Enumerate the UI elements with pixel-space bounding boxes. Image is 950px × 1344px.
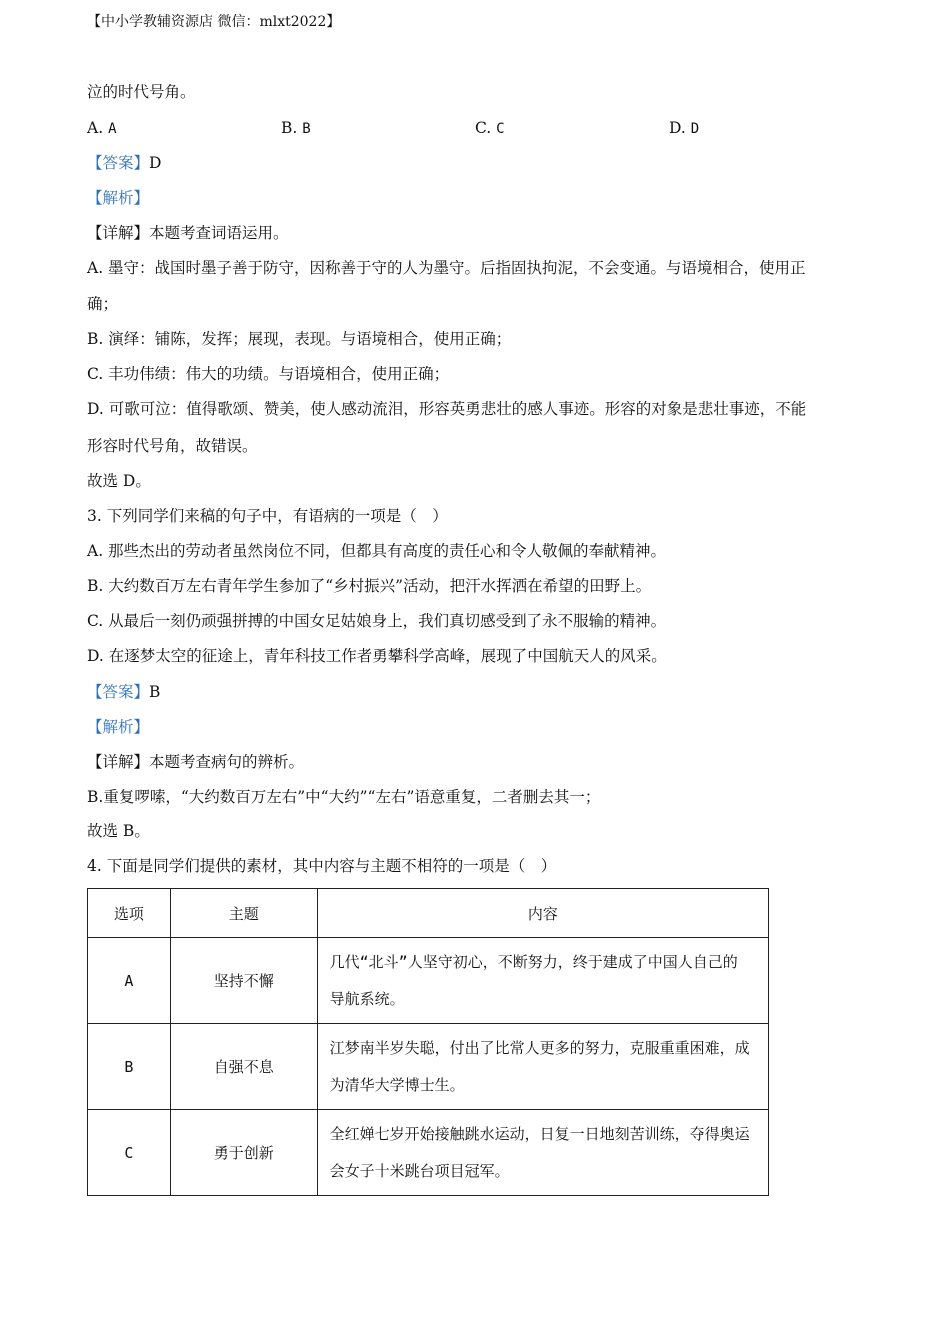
q4-stem: 4. 下面是同学们提供的素材，其中内容与主题不相符的一项是（ ） — [87, 857, 557, 875]
q2-analysis-tag: 【解析】 — [87, 189, 150, 207]
answer-value: B — [149, 683, 161, 701]
header-watermark: 【中小学教辅资源店 微信：mlxt2022】 — [87, 14, 341, 30]
q3-option-c[interactable]: C. 从最后一刻仍顽强拼搏的中国女足姑娘身上，我们真切感受到了永不服输的精神。 — [87, 612, 667, 630]
q2-explanation-d-2: 形容时代号角，故错误。 — [87, 437, 258, 455]
column-header-option: 选项 — [88, 889, 171, 938]
q2-answer — [87, 152, 161, 174]
q3-option-a[interactable]: A. 那些杰出的劳动者虽然岗位不同，但都具有高度的责任心和令人敬佩的奉献精神。 — [87, 542, 667, 560]
answer-tag: 【答案】 — [87, 683, 150, 701]
q2-explanation-d-1: D. 可歌可泣：值得歌颂、赞美，使人感动流泪，形容英勇悲壮的感人事迹。形容的对象是悲壮事迹，不能 — [87, 400, 807, 418]
row-option: B — [88, 1024, 171, 1110]
row-theme: 勇于创新 — [170, 1110, 317, 1196]
q3-detail: 【详解】本题考查病句的辨析。 — [87, 753, 305, 771]
q2-option-a[interactable]: A. A — [87, 119, 117, 137]
q2-option-b[interactable]: B. B — [281, 119, 311, 137]
q3-explanation: B.重复啰嗦，“大约数百万左右”中“大约”“左右”语意重复，二者删去其一； — [87, 788, 601, 806]
row-theme: 坚持不懈 — [170, 938, 317, 1024]
table-row[interactable] — [88, 938, 769, 1024]
q2-explanation-a-1: A. 墨守：战国时墨子善于防守，因称善于守的人为墨守。后指固执拘泥，不会变通。与语境相合，使用正 — [87, 259, 806, 277]
q3-option-d[interactable]: D. 在逐梦太空的征途上，青年科技工作者勇攀科学高峰，展现了中国航天人的风采。 — [87, 647, 667, 665]
q2-conclusion: 故选 D。 — [87, 472, 151, 490]
row-content: 几代“北斗”人坚守初心，不断努力，终于建成了中国人自己的导航系统。 — [317, 938, 768, 1024]
q3-answer — [87, 681, 160, 703]
q2-explanation-b: B. 演绎：铺陈，发挥；展现，表现。与语境相合，使用正确； — [87, 330, 512, 348]
q3-conclusion: 故选 B。 — [87, 822, 150, 840]
q2-option-c[interactable]: C. C — [475, 119, 505, 137]
row-theme: 自强不息 — [170, 1024, 317, 1110]
row-content: 江梦南半岁失聪，付出了比常人更多的努力，克服重重困难，成为清华大学博士生。 — [317, 1024, 768, 1110]
q3-analysis-tag: 【解析】 — [87, 718, 150, 736]
answer-value: D — [149, 154, 162, 172]
q2-stem-tail: 泣的时代号角。 — [87, 83, 196, 101]
column-header-content: 内容 — [317, 889, 768, 938]
table-header-row — [88, 889, 769, 938]
table-row[interactable] — [88, 1024, 769, 1110]
q2-explanation-a-2: 确； — [87, 295, 119, 313]
answer-tag: 【答案】 — [87, 154, 150, 172]
row-option: C — [88, 1110, 171, 1196]
q2-detail: 【详解】本题考查词语运用。 — [87, 224, 289, 242]
row-content: 全红婵七岁开始接触跳水运动，日复一日地刻苦训练，夺得奥运会女子十米跳台项目冠军。 — [317, 1110, 768, 1196]
table-row[interactable] — [88, 1110, 769, 1196]
q3-stem: 3. 下列同学们来稿的句子中，有语病的一项是（ ） — [87, 507, 448, 525]
q3-option-b[interactable]: B. 大约数百万左右青年学生参加了“乡村振兴”活动，把汗水挥洒在希望的田野上。 — [87, 577, 652, 595]
row-option: A — [88, 938, 171, 1024]
q2-option-d[interactable]: D. D — [669, 119, 700, 137]
q4-material-table — [87, 888, 769, 1196]
column-header-theme: 主题 — [170, 889, 317, 938]
q2-explanation-c: C. 丰功伟绩：伟大的功绩。与语境相合，使用正确； — [87, 365, 450, 383]
